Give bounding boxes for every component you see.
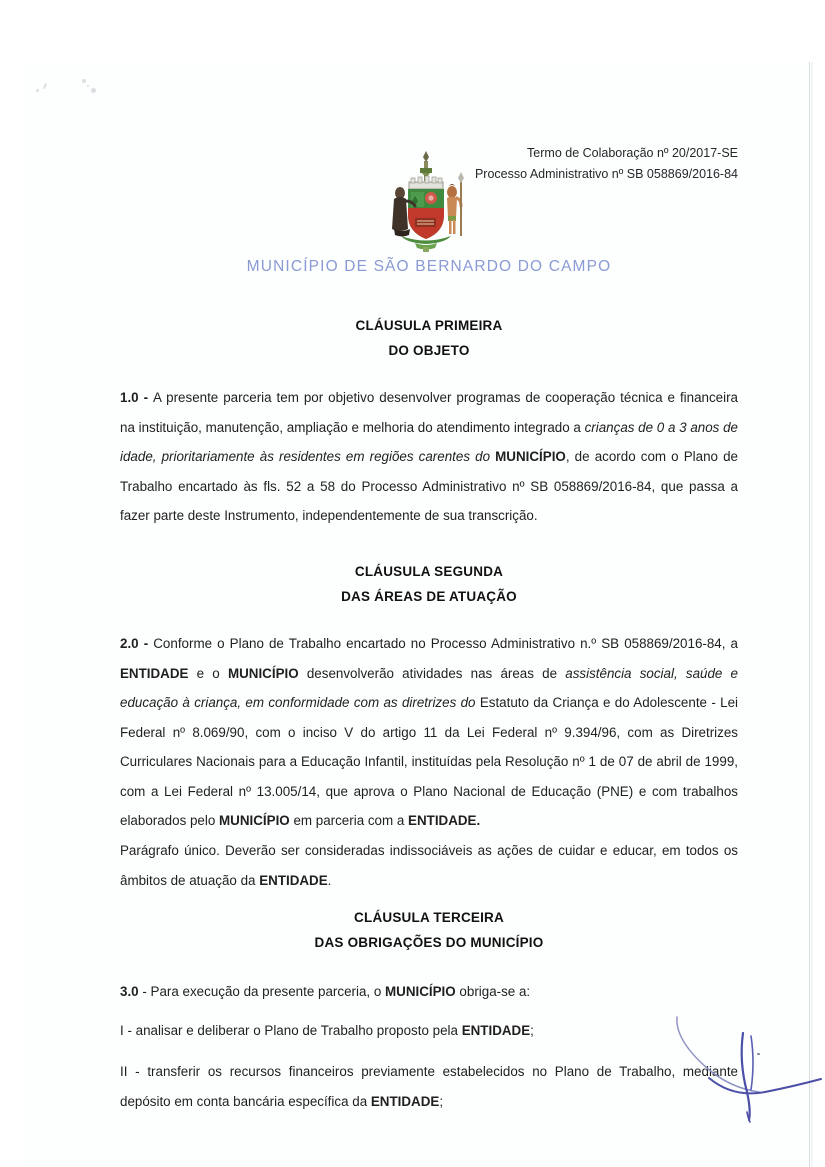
clause-three-heading-line2: DAS OBRIGAÇÕES DO MUNICÍPIO	[314, 935, 544, 950]
page-edge-shadow	[811, 62, 813, 1167]
clause-two-text-seg5: desenvolverão atividades nas áreas de	[298, 665, 566, 681]
scan-artifact-speck	[36, 89, 39, 92]
clause-two-paragraph	[120, 629, 738, 836]
clause-three-heading-line1: CLÁUSULA TERCEIRA	[354, 910, 504, 925]
item-ii-seg2: ENTIDADE	[370, 1093, 440, 1109]
sole-paragraph-seg2: ENTIDADE	[259, 872, 328, 888]
header-line-termo: Termo de Colaboração nº 20/2017-SE	[527, 146, 738, 160]
clause-two-text-seg6: assistência social, saúde e educação à criança, em conformidade com as diretrizes do	[120, 665, 739, 710]
sole-paragraph-seg1: Parágrafo único. Deverão ser consideradas indissociáveis as ações de cuidar e educar, em todos os âmbitos de atuação da	[120, 843, 738, 888]
clause-two-text-seg1: Conforme o Plano de Trabalho encartado no Processo Administrativo n.º SB 058869/2016-84, a	[153, 636, 738, 651]
clause-one-heading-line2: DO OBJETO	[388, 343, 470, 358]
clause-one-text-seg3: MUNICÍPIO	[495, 449, 566, 464]
clause-one-text-seg1: A presente parceria tem por objetivo desenvolver programas de cooperação técnica e financeira na instituição, manutenção, ampliação e melhoria do atendimento integrado a	[120, 390, 738, 435]
clause-one-heading-line1: CLÁUSULA PRIMEIRA	[355, 318, 503, 333]
clause-one-text-seg2: crianças de 0 a 3 anos de idade, prioritariamente às residentes em regiões carentes do	[120, 419, 738, 464]
scan-artifact-speck	[87, 85, 89, 87]
clause-three-intro-seg1: - Para execução da presente parceria, o	[142, 984, 386, 999]
sole-paragraph-seg3: .	[327, 872, 332, 888]
scan-artifact-speck	[82, 79, 86, 83]
header-line-processo: Processo Administrativo nº SB 058869/2016-84	[474, 167, 738, 181]
ink-dot-artifact	[757, 1053, 760, 1055]
clause-three-intro-seg3: obriga-se a:	[455, 984, 531, 999]
clause-two-heading	[120, 559, 738, 609]
document-header	[120, 143, 738, 258]
clause-one-heading	[120, 313, 738, 363]
clause-two-text-seg4: MUNICÍPIO	[227, 665, 299, 681]
header-reference-lines	[475, 143, 738, 185]
clause-two-text-seg2: ENTIDADE	[120, 665, 189, 681]
clause-three-heading	[120, 905, 738, 955]
paragraph-number-2: 2.0 -	[120, 636, 154, 651]
clause-three-item-ii	[120, 1057, 738, 1116]
item-ii-seg1: II - transferir os recursos financeiros previamente estabelecidos no Plano de Trabalho, mediante depósito em conta bancária específica da	[120, 1064, 738, 1109]
clause-two-text-seg10: ENTIDADE.	[408, 813, 481, 828]
clause-two-heading-line2: DAS ÁREAS DE ATUAÇÃO	[341, 589, 517, 604]
municipality-title: MUNICÍPIO DE SÃO BERNARDO DO CAMPO	[246, 258, 612, 275]
clause-two-sole-paragraph	[120, 836, 738, 895]
page-edge-line	[809, 62, 810, 1167]
clause-two-text-seg7: Estatuto da Criança e do Adolescente - Lei Federal nº 8.069/90, com o inciso V do artigo 11 da Lei Federal nº 9.394/96, com as Diretrizes Curriculares Nacionais para a Educação Infantil, instituídas pela Resolução nº 1 de 07 de abril de 1999, com a Lei Federal nº 13.005/14, que aprova o Plano Nacional de Educação (PNE) e com trabalhos elaborados pelo	[120, 695, 738, 828]
coat-of-arms-icon	[385, 148, 467, 253]
clause-two-text-seg8: MUNICÍPIO	[219, 813, 290, 828]
item-i-seg2: ENTIDADE	[461, 1023, 531, 1038]
clause-one-text-seg4: , de acordo com o Plano de Trabalho encartado às fls. 52 a 58 do Processo Administrativo nº SB 058869/2016-84, que passa a fazer parte deste Instrumento, independentemente de sua transcrição.	[120, 449, 738, 523]
clause-three-intro	[120, 977, 738, 1007]
item-i-seg1: I - analisar e deliberar o Plano de Trabalho proposto pela	[120, 1023, 462, 1038]
clause-three-intro-seg2: MUNICÍPIO	[385, 984, 456, 999]
item-i-seg3: ;	[530, 1023, 534, 1038]
clause-two-heading-line1: CLÁUSULA SEGUNDA	[354, 564, 504, 579]
clause-two-text-seg9: em parceria com a	[289, 813, 409, 828]
clause-two-text-seg3: e o	[188, 665, 228, 681]
scan-artifact-speck	[91, 88, 96, 93]
clause-three-item-i	[120, 1016, 738, 1046]
clause-one-paragraph	[120, 383, 738, 531]
paragraph-number-3: 3.0	[120, 984, 143, 999]
item-ii-seg3: ;	[439, 1093, 444, 1109]
paragraph-number-1: 1.0 -	[120, 390, 153, 405]
